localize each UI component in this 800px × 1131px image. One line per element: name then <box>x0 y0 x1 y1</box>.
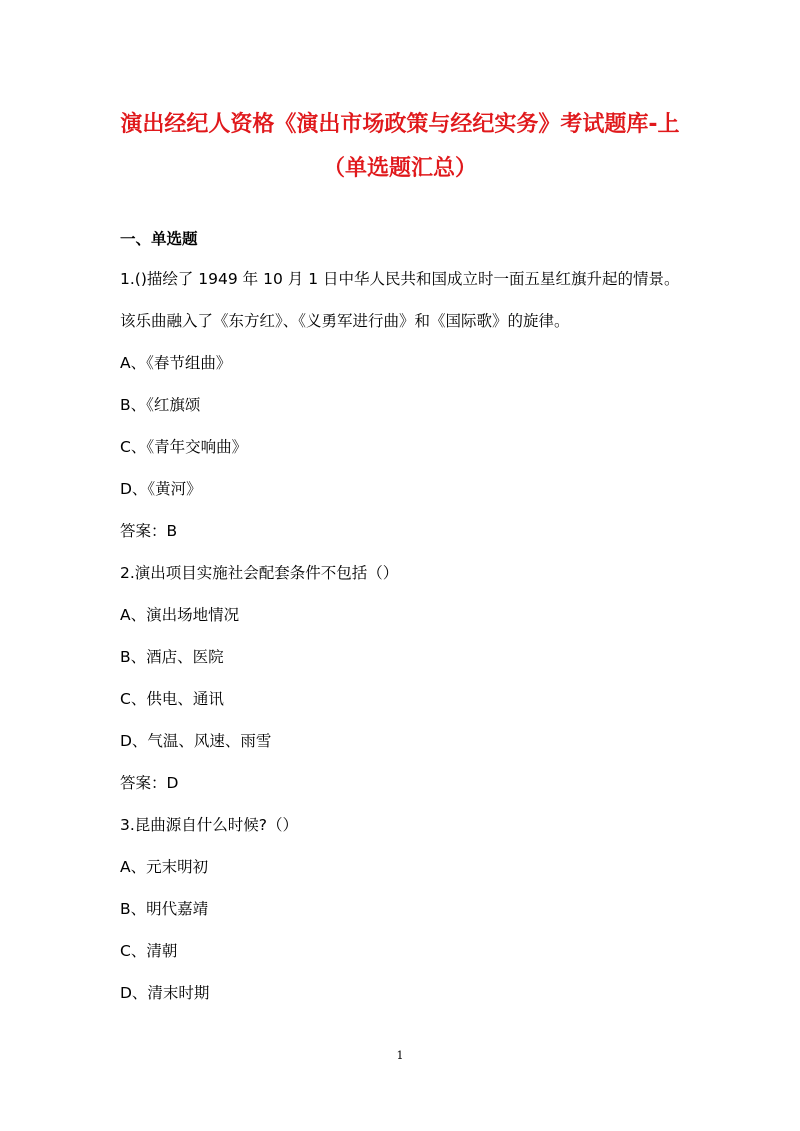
question-1-option-b: B、《红旗颂 <box>120 396 201 414</box>
document-subtitle: （单选题汇总） <box>322 156 477 181</box>
question-1-option-d: D、《黄河》 <box>120 480 202 498</box>
question-3-option-c: C、清朝 <box>120 942 178 960</box>
question-2-stem: 2.演出项目实施社会配套条件不包括（） <box>120 564 399 582</box>
question-1-stem-line-2: 该乐曲融入了《东方红》、《义勇军进行曲》和《国际歌》的旋律。 <box>120 312 570 330</box>
question-3-option-b: B、明代嘉靖 <box>120 900 209 918</box>
document-title: 演出经纪人资格《演出市场政策与经纪实务》考试题库-上 <box>120 112 680 137</box>
question-2-option-d: D、气温、风速、雨雪 <box>120 732 272 750</box>
question-1-option-a: A、《春节组曲》 <box>120 354 232 372</box>
question-1-stem-line-1: 1.()描绘了 1949 年 10 月 1 日中华人民共和国成立时一面五星红旗升起的情景。 <box>120 270 680 288</box>
question-2-option-a: A、演出场地情况 <box>120 606 240 624</box>
question-3-option-d: D、清末时期 <box>120 984 210 1002</box>
question-1-option-c: C、《青年交响曲》 <box>120 438 248 456</box>
section-heading: 一、单选题 <box>120 230 198 248</box>
question-2-option-b: B、酒店、医院 <box>120 648 224 666</box>
page-number: 1 <box>396 1049 404 1062</box>
question-1-answer: 答案：B <box>120 522 178 540</box>
question-3-option-a: A、元末明初 <box>120 858 209 876</box>
question-2-option-c: C、供电、通讯 <box>120 690 224 708</box>
question-3-stem: 3.昆曲源自什么时候?（） <box>120 816 299 834</box>
question-2-answer: 答案：D <box>120 774 179 792</box>
